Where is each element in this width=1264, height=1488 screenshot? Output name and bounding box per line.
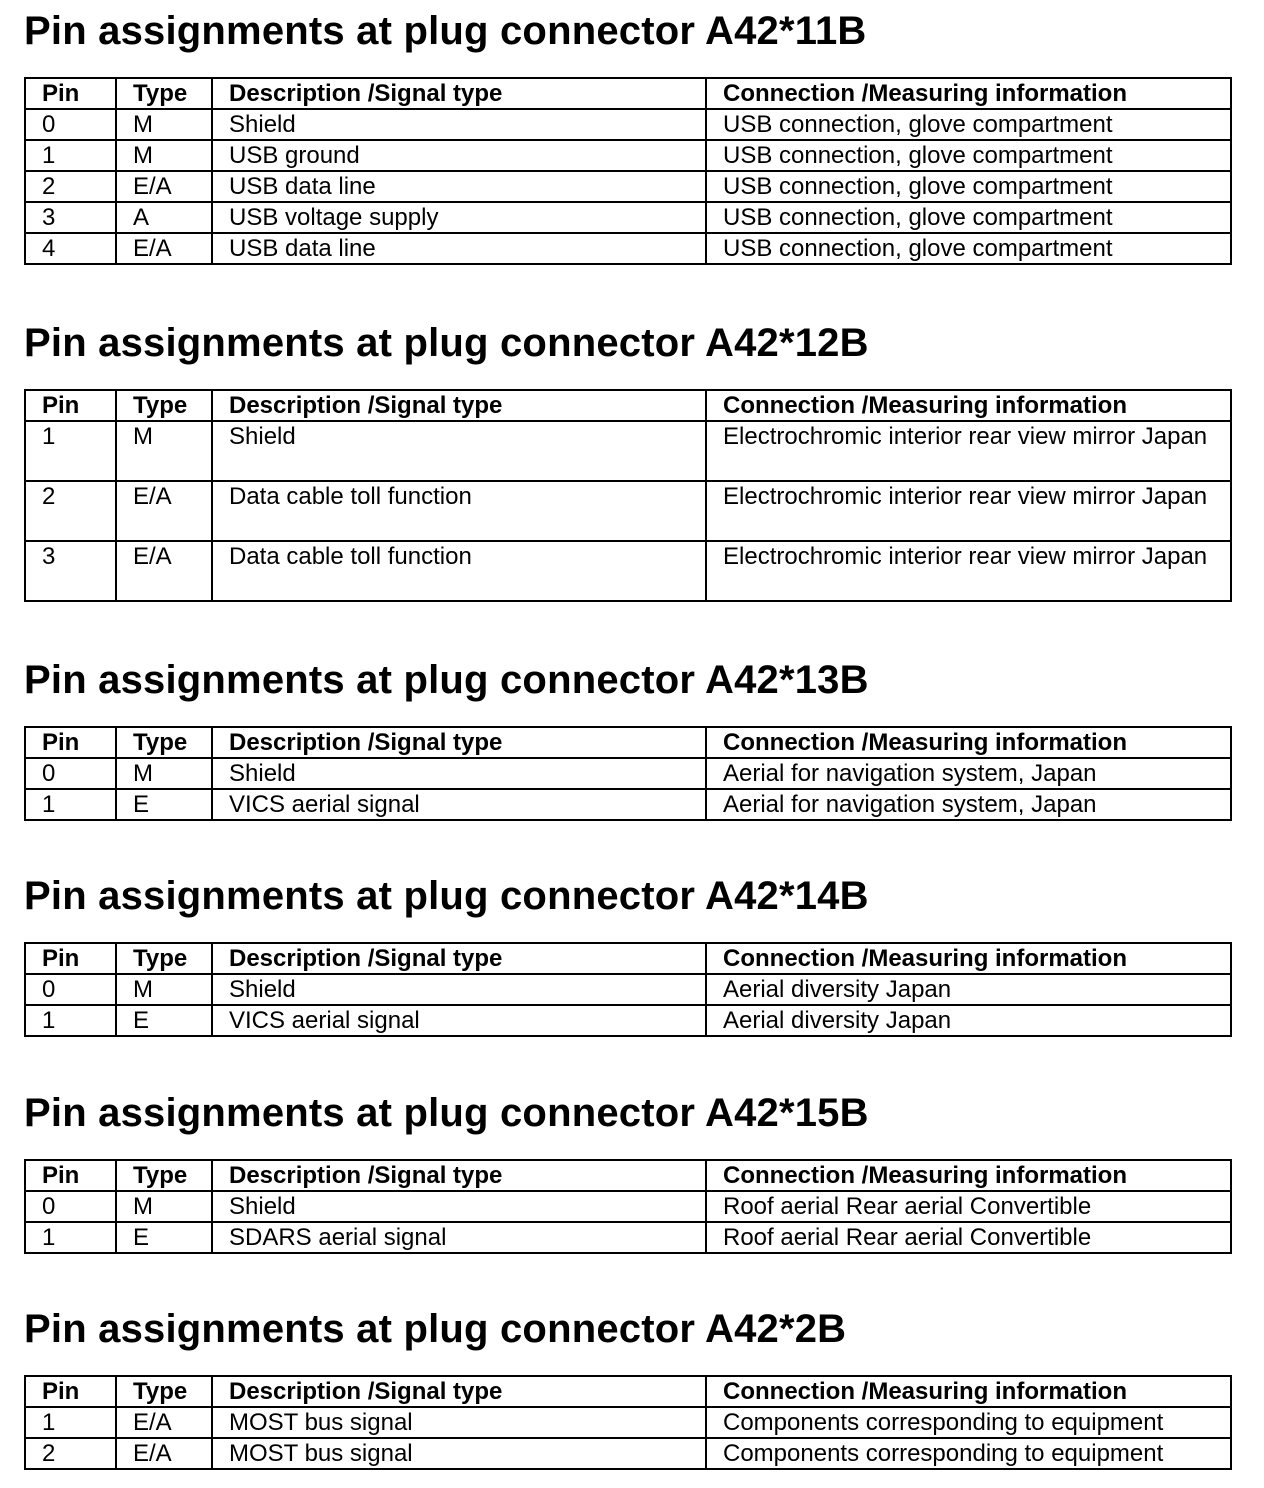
section-a42-14b [24,873,1230,1034]
section-a42-11b [24,8,1230,262]
cell-pin: 1 [25,421,116,481]
cell-connection: Roof aerial Rear aerial Convertible [706,1222,1231,1253]
cell-pin: 0 [25,1191,116,1222]
header-pin: Pin [25,1376,116,1407]
header-type: Type [116,78,212,109]
cell-connection: USB connection, glove compartment [706,140,1231,171]
table-row [25,1407,1231,1438]
cell-connection: USB connection, glove compartment [706,171,1231,202]
cell-pin: 0 [25,758,116,789]
cell-type: E [116,789,212,820]
table-header-row [25,1160,1231,1191]
cell-connection: Aerial diversity Japan [706,974,1231,1005]
cell-description: Data cable toll function [212,541,706,601]
section-title: Pin assignments at plug connector A42*15B [24,1091,869,1135]
cell-type: M [116,1191,212,1222]
header-description: Description /Signal type [212,943,706,974]
header-type: Type [116,1376,212,1407]
cell-description: USB data line [212,171,706,202]
table-row [25,233,1231,264]
cell-description: USB data line [212,233,706,264]
table-header-row [25,727,1231,758]
cell-connection: Electrochromic interior rear view mirror Japan [706,541,1231,601]
cell-type: E/A [116,1407,212,1438]
header-pin: Pin [25,78,116,109]
cell-description: SDARS aerial signal [212,1222,706,1253]
header-connection: Connection /Measuring information [706,1376,1231,1407]
header-connection: Connection /Measuring information [706,1160,1231,1191]
section-a42-2b [24,1306,1230,1467]
table-row [25,789,1231,820]
cell-type: M [116,421,212,481]
header-pin: Pin [25,727,116,758]
header-description: Description /Signal type [212,1160,706,1191]
header-type: Type [116,390,212,421]
section-title: Pin assignments at plug connector A42*11B [24,9,867,53]
cell-description: USB voltage supply [212,202,706,233]
cell-type: E/A [116,1438,212,1469]
header-connection: Connection /Measuring information [706,727,1231,758]
pin-table [24,942,1232,1037]
section-title: Pin assignments at plug connector A42*13B [24,658,869,702]
cell-type: M [116,109,212,140]
cell-pin: 2 [25,171,116,202]
cell-description: USB ground [212,140,706,171]
pin-table [24,77,1232,265]
header-connection: Connection /Measuring information [706,943,1231,974]
table-row [25,541,1231,601]
cell-type: E/A [116,233,212,264]
cell-connection: Roof aerial Rear aerial Convertible [706,1191,1231,1222]
cell-description: MOST bus signal [212,1438,706,1469]
section-title: Pin assignments at plug connector A42*12B [24,321,869,365]
cell-type: E/A [116,481,212,541]
table-row [25,1191,1231,1222]
table-row [25,1438,1231,1469]
pin-table [24,1375,1232,1470]
cell-description: Data cable toll function [212,481,706,541]
cell-pin: 2 [25,481,116,541]
header-pin: Pin [25,1160,116,1191]
cell-description: VICS aerial signal [212,1005,706,1036]
table-header-row [25,78,1231,109]
cell-description: Shield [212,974,706,1005]
header-type: Type [116,943,212,974]
cell-connection: USB connection, glove compartment [706,202,1231,233]
cell-connection: Electrochromic interior rear view mirror Japan [706,421,1231,481]
table-row [25,1005,1231,1036]
cell-connection: Components corresponding to equipment [706,1407,1231,1438]
cell-pin: 0 [25,109,116,140]
header-connection: Connection /Measuring information [706,390,1231,421]
cell-connection: Aerial for navigation system, Japan [706,789,1231,820]
cell-description: Shield [212,421,706,481]
table-row [25,421,1231,481]
cell-description: Shield [212,758,706,789]
section-title: Pin assignments at plug connector A42*2B [24,1307,847,1351]
header-pin: Pin [25,390,116,421]
header-description: Description /Signal type [212,78,706,109]
cell-connection: Aerial diversity Japan [706,1005,1231,1036]
cell-description: Shield [212,1191,706,1222]
section-a42-15b [24,1090,1230,1251]
cell-type: E/A [116,541,212,601]
cell-connection: Electrochromic interior rear view mirror Japan [706,481,1231,541]
header-type: Type [116,727,212,758]
table-row [25,140,1231,171]
table-header-row [25,390,1231,421]
section-title: Pin assignments at plug connector A42*14B [24,874,869,918]
cell-connection: Aerial for navigation system, Japan [706,758,1231,789]
cell-connection: USB connection, glove compartment [706,109,1231,140]
cell-type: M [116,140,212,171]
section-a42-12b [24,320,1230,570]
cell-pin: 1 [25,1222,116,1253]
table-row [25,1222,1231,1253]
header-description: Description /Signal type [212,1376,706,1407]
cell-pin: 1 [25,789,116,820]
table-row [25,974,1231,1005]
cell-description: MOST bus signal [212,1407,706,1438]
header-type: Type [116,1160,212,1191]
cell-pin: 1 [25,1407,116,1438]
cell-description: VICS aerial signal [212,789,706,820]
cell-pin: 2 [25,1438,116,1469]
table-header-row [25,1376,1231,1407]
header-description: Description /Signal type [212,390,706,421]
cell-type: M [116,974,212,1005]
cell-type: E [116,1005,212,1036]
cell-type: M [116,758,212,789]
cell-pin: 3 [25,202,116,233]
cell-description: Shield [212,109,706,140]
cell-pin: 1 [25,140,116,171]
cell-type: E [116,1222,212,1253]
header-connection: Connection /Measuring information [706,78,1231,109]
cell-connection: USB connection, glove compartment [706,233,1231,264]
cell-connection: Components corresponding to equipment [706,1438,1231,1469]
cell-type: A [116,202,212,233]
cell-pin: 0 [25,974,116,1005]
cell-pin: 3 [25,541,116,601]
table-row [25,758,1231,789]
table-row [25,202,1231,233]
table-row [25,109,1231,140]
pin-table [24,389,1232,602]
pin-table [24,726,1232,821]
pin-table [24,1159,1232,1254]
section-a42-13b [24,657,1230,818]
header-pin: Pin [25,943,116,974]
table-header-row [25,943,1231,974]
table-row [25,481,1231,541]
table-row [25,171,1231,202]
cell-pin: 1 [25,1005,116,1036]
cell-pin: 4 [25,233,116,264]
cell-type: E/A [116,171,212,202]
header-description: Description /Signal type [212,727,706,758]
